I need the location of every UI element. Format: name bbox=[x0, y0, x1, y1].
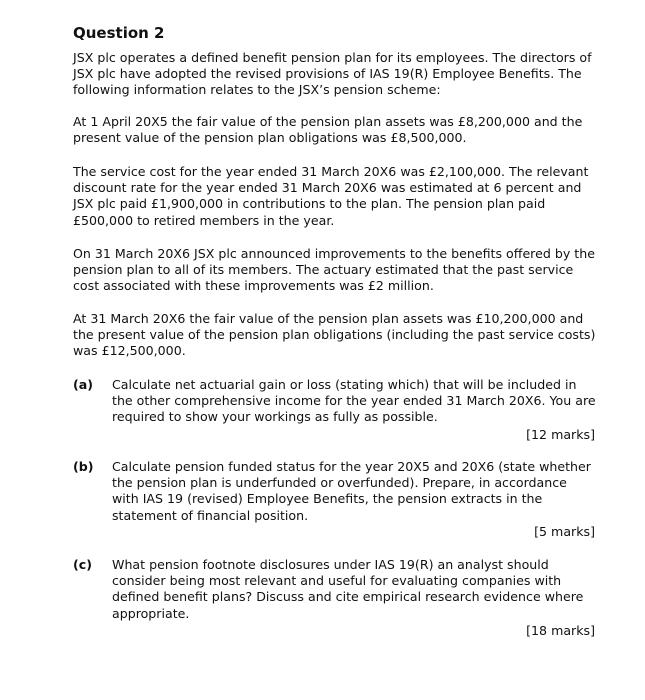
closing-balances-paragraph: At 31 March 20X6 the fair value of the pension plan assets was £10,200,000 and the present value of the pension plan obligations (including the past service costs) was £12,500,000. bbox=[73, 311, 596, 359]
question-a-marks: [12 marks] bbox=[526, 427, 595, 442]
question-b-text: Calculate pension funded status for the year 20X5 and 20X6 (state whether the pension plan is underfunded or overfunded). Prepare, in accordance with IAS 19 (revised) Employee Benefits, the pension extracts in the statement of financial position. bbox=[112, 459, 591, 523]
question-a-label: (a) bbox=[73, 377, 94, 392]
question-heading: Question 2 bbox=[73, 24, 165, 42]
question-c-label: (c) bbox=[73, 557, 92, 572]
question-a-text: Calculate net actuarial gain or loss (stating which) that will be included in the other comprehensive income for the year ended 31 March 20X6. You are required to show your workings as fully as possible. bbox=[112, 377, 596, 425]
opening-balances-paragraph: At 1 April 20X5 the fair value of the pension plan assets was £8,200,000 and the present value of the pension plan obligations was £8,500,000. bbox=[73, 114, 583, 146]
question-b-label: (b) bbox=[73, 459, 94, 474]
question-c-text: What pension footnote disclosures under IAS 19(R) an analyst should consider being most relevant and useful for evaluating companies with defined benefit plans? Discuss and cite empirical research evidence where appropriate. bbox=[112, 557, 584, 621]
plan-improvement-paragraph: On 31 March 20X6 JSX plc announced improvements to the benefits offered by the pension plan to all of its members. The actuary estimated that the past service cost associated with these improvements was £2 million. bbox=[73, 246, 595, 294]
intro-paragraph: JSX plc operates a defined benefit pension plan for its employees. The directors of JSX plc have adopted the revised provisions of IAS 19(R) Employee Benefits. The following information relates to the JSX’s pension scheme: bbox=[73, 50, 592, 98]
question-c-marks: [18 marks] bbox=[526, 623, 595, 638]
question-b-marks: [5 marks] bbox=[534, 524, 595, 539]
service-cost-paragraph: The service cost for the year ended 31 March 20X6 was £2,100,000. The relevant discount rate for the year ended 31 March 20X6 was estimated at 6 percent and JSX plc paid £1,900,000 in contributions to the plan. The pension plan paid £500,000 to retired members in the year. bbox=[73, 164, 589, 228]
